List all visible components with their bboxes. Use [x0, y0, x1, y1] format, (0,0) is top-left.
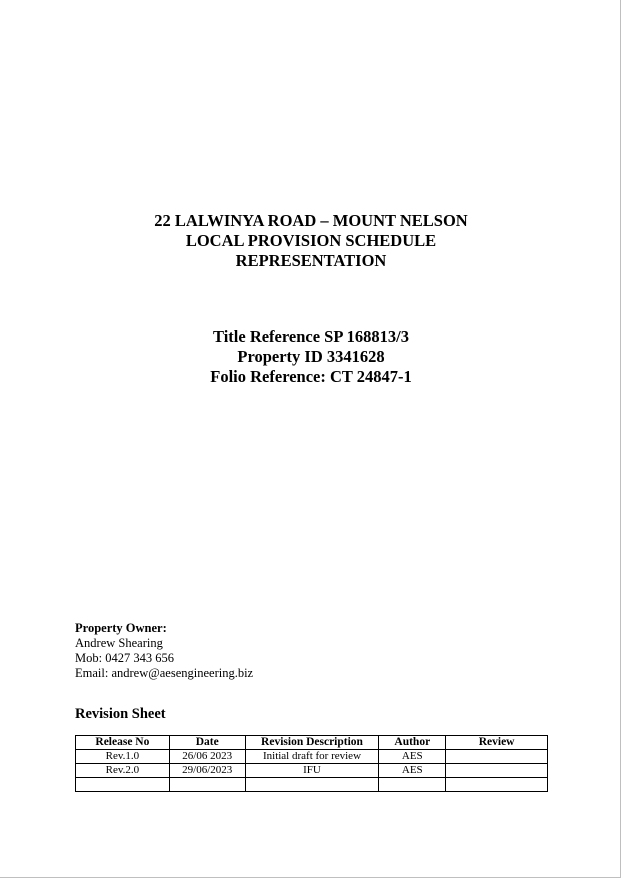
table-row — [76, 750, 548, 764]
column-header-author: Author — [379, 736, 446, 750]
title-reference: Title Reference SP 168813/3 — [213, 327, 409, 346]
table-header-row — [76, 736, 548, 750]
property-owner-block — [75, 621, 253, 681]
owner-email: Email: andrew@aesengineering.biz — [75, 666, 254, 680]
title-line-2: LOCAL PROVISION SCHEDULE — [185, 231, 437, 250]
cell-release — [76, 778, 170, 792]
property-references — [0, 327, 622, 387]
owner-label: Property Owner: — [75, 621, 167, 635]
cell-author: AES — [379, 764, 446, 778]
column-header-description: Revision Description — [245, 736, 379, 750]
table-row — [76, 778, 548, 792]
cell-date — [169, 778, 245, 792]
column-header-release: Release No — [76, 736, 170, 750]
cell-description: IFU — [245, 764, 379, 778]
owner-mobile: Mob: 0427 343 656 — [75, 651, 174, 665]
cell-description: Initial draft for review — [245, 750, 379, 764]
cell-release: Rev.2.0 — [76, 764, 170, 778]
column-header-review: Review — [446, 736, 548, 750]
property-id: Property ID 3341628 — [237, 347, 385, 366]
column-header-date: Date — [169, 736, 245, 750]
document-title — [0, 211, 622, 271]
cell-description — [245, 778, 379, 792]
cell-release: Rev.1.0 — [76, 750, 170, 764]
cell-date: 29/06/2023 — [169, 764, 245, 778]
cell-review — [446, 750, 548, 764]
cell-author — [379, 778, 446, 792]
cell-author: AES — [379, 750, 446, 764]
folio-reference: Folio Reference: CT 24847-1 — [210, 367, 412, 386]
title-line-1: 22 LALWINYA ROAD – MOUNT NELSON — [154, 211, 468, 230]
cell-review — [446, 764, 548, 778]
cell-date: 26/06 2023 — [169, 750, 245, 764]
revision-sheet-heading: Revision Sheet — [75, 706, 166, 722]
owner-name: Andrew Shearing — [75, 636, 163, 650]
title-line-3: REPRESENTATION — [235, 251, 387, 270]
cell-review — [446, 778, 548, 792]
revision-table — [75, 735, 548, 792]
table-row — [76, 764, 548, 778]
